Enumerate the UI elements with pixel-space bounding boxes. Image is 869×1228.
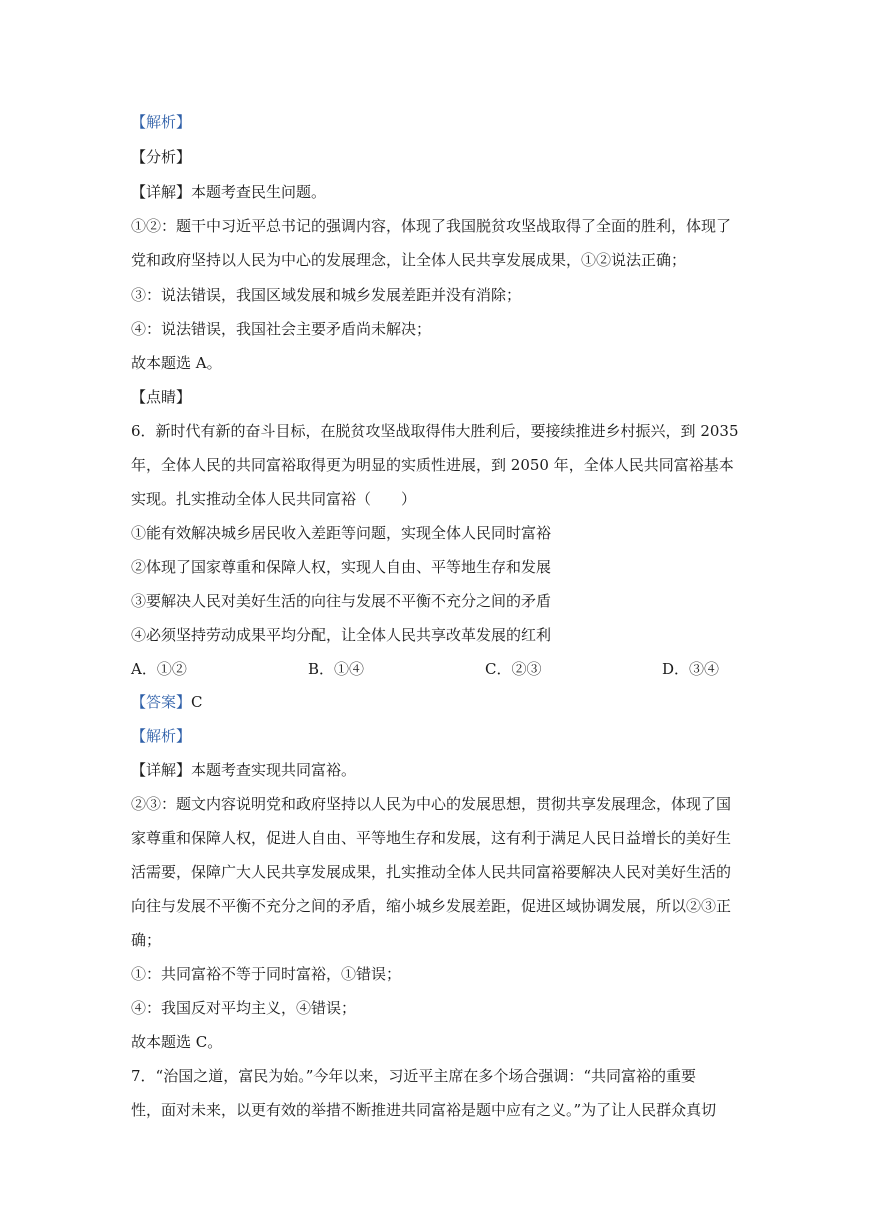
q6-explanation-line: 确； <box>131 931 162 949</box>
q6-statement-2: ②体现了国家尊重和保障人权，实现人自由、平等地生存和发展 <box>131 558 552 576</box>
q6-answer-label: 【答案】 <box>131 693 192 711</box>
q5-fenxi-label: 【分析】 <box>131 148 192 166</box>
q6-conclusion: 故本题选 C。 <box>131 1033 223 1051</box>
q5-explanation-line: ③：说法错误，我国区域发展和城乡发展差距并没有消除； <box>131 286 522 304</box>
q5-conclusion: 故本题选 A。 <box>131 354 222 372</box>
q6-stem-line: 实现。扎实推动全体人民共同富裕（ ） <box>131 490 417 508</box>
q6-statement-3: ③要解决人民对美好生活的向往与发展不平衡不充分之间的矛盾 <box>131 592 552 610</box>
q6-stem-line: 年，全体人民的共同富裕取得更为明显的实质性进展，到 2050 年，全体人民共同富裕基本 <box>131 456 734 474</box>
q6-option-c: C．②③ <box>485 660 542 678</box>
q7-stem-line: 7．“治国之道，富民为始。”今年以来，习近平主席在多个场合强调：“共同富裕的重要 <box>131 1067 697 1085</box>
q6-statement-1: ①能有效解决城乡居民收入差距等问题，实现全体人民同时富裕 <box>131 524 552 542</box>
q6-stem-line: 6．新时代有新的奋斗目标，在脱贫攻坚战取得伟大胜利后，要接续推进乡村振兴，到 2035 <box>131 422 739 440</box>
q5-analysis-label: 【解析】 <box>131 113 192 131</box>
q7-stem-line: 性，面对未来，以更有效的举措不断推进共同富裕是题中应有之义。”为了让人民群众真切 <box>131 1101 717 1119</box>
q5-detail: 【详解】本题考查民生问题。 <box>131 183 327 201</box>
q5-explanation-line: ④：说法错误，我国社会主要矛盾尚未解决； <box>131 320 432 338</box>
q6-explanation-line: ②③：题文内容说明党和政府坚持以人民为中心的发展思想，贯彻共享发展理念，体现了国 <box>131 795 732 813</box>
q6-answer <box>131 692 751 712</box>
q5-explanation-line: 党和政府坚持以人民为中心的发展理念，让全体人民共享发展成果，①②说法正确； <box>131 251 687 269</box>
q6-explanation-line: 家尊重和保障人权，促进人自由、平等地生存和发展，这有利于满足人民日益增长的美好生 <box>131 829 732 847</box>
q6-answer-value: C <box>191 693 203 711</box>
q6-statement-4: ④必须坚持劳动成果平均分配，让全体人民共享改革发展的红利 <box>131 626 552 644</box>
q6-explanation-line: 活需要，保障广大人民共享发展成果，扎实推动全体人民共同富裕要解决人民对美好生活的 <box>131 863 732 881</box>
q5-dianjing-label: 【点睛】 <box>131 388 192 406</box>
q5-explanation-line: ①②：题干中习近平总书记的强调内容，体现了我国脱贫攻坚战取得了全面的胜利，体现了 <box>131 217 732 235</box>
q6-wrong-4: ④：我国反对平均主义，④错误； <box>131 999 357 1017</box>
q6-analysis-label: 【解析】 <box>131 727 192 745</box>
q6-wrong-1: ①：共同富裕不等于同时富裕，①错误； <box>131 965 402 983</box>
q6-detail: 【详解】本题考查实现共同富裕。 <box>131 761 357 779</box>
q6-option-a: A．①② <box>131 660 187 678</box>
q6-option-d: D．③④ <box>662 660 720 678</box>
q6-explanation-line: 向往与发展不平衡不充分之间的矛盾，缩小城乡发展差距，促进区域协调发展，所以②③正 <box>131 897 732 915</box>
q6-option-b: B．①④ <box>308 660 365 678</box>
